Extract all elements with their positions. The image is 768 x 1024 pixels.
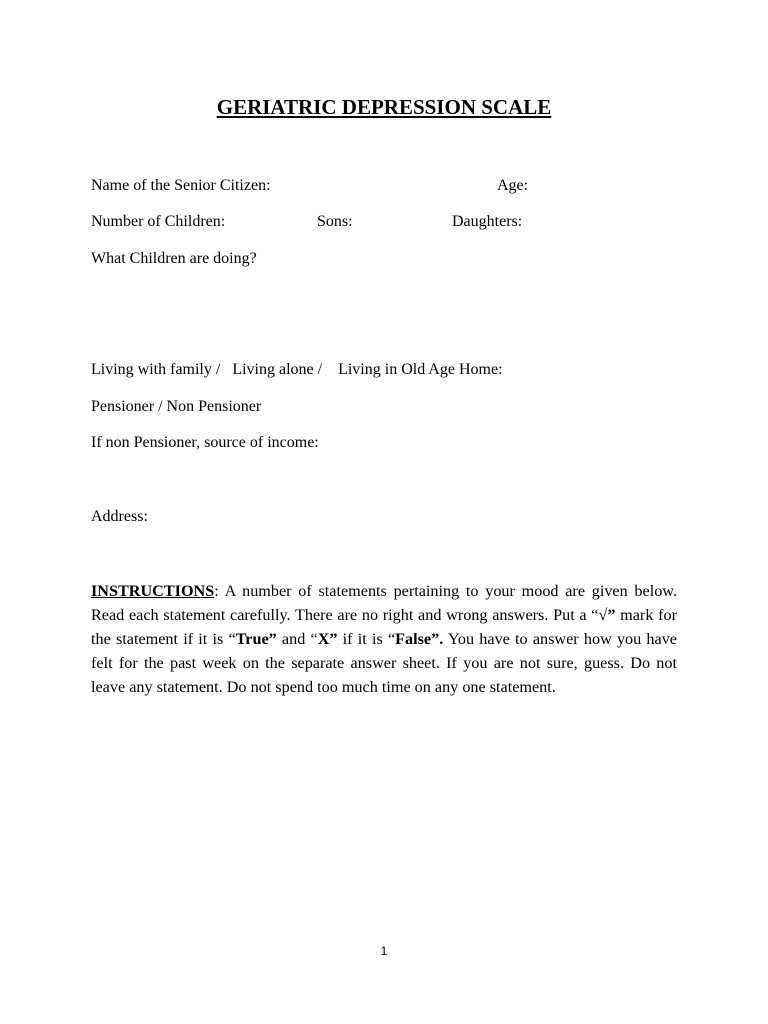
daughters-label: Daughters: <box>452 213 523 230</box>
children-count-label: Number of Children: <box>91 213 226 230</box>
living-arrangement-label: Living with family / Living alone / Living in Old Age Home: <box>91 361 503 378</box>
pensioner-status-label: Pensioner / Non Pensioner <box>91 398 262 415</box>
false-word: False”. <box>395 630 444 648</box>
page-number: 1 <box>380 944 388 958</box>
sons-label: Sons: <box>317 213 353 230</box>
true-word: True” <box>235 630 277 648</box>
instructions-heading: INSTRUCTIONS <box>91 582 215 600</box>
name-field-label: Name of the Senior Citizen: <box>91 177 271 194</box>
income-source-label: If non Pensioner, source of income: <box>91 434 319 451</box>
instructions-text-5: You have to answer how you have felt for the past week on the separate answer sheet. If you are not sure, guess. Do not leave any statement. Do not spend too much time on any one statement. <box>91 630 677 696</box>
children-occupation-label: What Children are doing? <box>91 250 257 267</box>
instructions-text-3: and “ <box>276 630 318 648</box>
address-label: Address: <box>91 508 148 525</box>
age-field-label: Age: <box>497 177 529 194</box>
instructions-text-1: : A number of statements pertaining to your mood are given below. Read each statement carefully. There are no right and wrong answers. Put a “ <box>91 582 677 624</box>
check-mark-symbol: √” <box>598 606 616 624</box>
instructions-text-4: if it is “ <box>337 630 396 648</box>
document-title: GERIATRIC DEPRESSION SCALE <box>216 95 552 119</box>
x-mark-symbol: X” <box>317 630 338 648</box>
instructions-paragraph <box>91 579 677 699</box>
instructions-text-2: mark for the statement if it is “ <box>91 606 677 648</box>
